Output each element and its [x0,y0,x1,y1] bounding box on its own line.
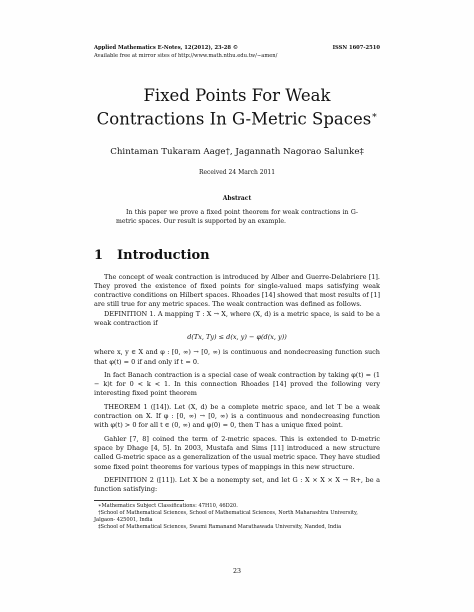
body-paragraph-4: In fact Banach contraction is a special case of weak contraction by taking φ(t) = (1 − k)t for 0 < k < 1. In this connection Rhoades [14] proved the following very interesting fixed point theorem [94,370,380,398]
title-footnote-mark: ∗ [371,111,378,121]
theorem-1: THEOREM 1 ([14]). Let (X, d) be a complete metric space, and let T be a weak contraction on X. If φ : [0, ∞) → [0, ∞) is a continuous and nondecreasing function with φ(t) > 0 for all t ∈ (0, ∞) and φ(0) = 0, then T has a unique fixed point. [94,402,380,430]
section-title: Introduction [117,247,210,263]
paper-title [94,86,380,130]
abstract-heading: Abstract [222,194,252,202]
received-date: Received 24 March 2011 [198,168,276,176]
section-heading [94,248,380,263]
definition-1: DEFINITION 1. A mapping T : X → X, where (X, d) is a metric space, is said to be a weak contraction if [94,309,380,327]
footnote-2: †School of Mathematical Sciences, School of Mathematical Sciences, North Maharashtra University, Jalgaon- 425001, India [94,510,358,523]
journal-header [94,44,380,60]
section-number: 1 [94,247,104,263]
body-paragraph-1: The concept of weak contraction is introduced by Alber and Guerre-Delabriere [1]. They proved the existence of fixed points for single-valued maps satisfying weak contractive conditions on Hilbert spaces. Rhoades [14] showed that most results of [1] are still true for any metric spaces. The weak contraction was defined as follows. [94,272,380,309]
issn: ISSN 1607-2510 [332,45,380,51]
body-paragraph-3: where x, y ∈ X and φ : [0, ∞) → [0, ∞) is continuous and nondecreasing function such that φ(t) = 0 if and only if t = 0. [94,348,380,366]
footnote-rule [94,500,184,501]
footnote-1: ∗Mathematics Subject Classifications: 47H10, 46D20. [98,503,238,509]
page-number: 23 [232,568,241,575]
definition-2: DEFINITION 2 ([11]). Let X be a nonempty set, and let G : X × X × X → R+, be a function satisfying: [94,475,380,494]
body-paragraph-6: Gahler [7, 8] coined the term of 2-metric spaces. This is extended to D-metric space by Dhage [4, 5]. In 2003, Mustafa and Sims [11] introduced a new structure called G-metric space as a generalization of the usual metric space. They have studied some fixed point theorems for various types of mappings in this new structure. [94,434,380,471]
footnote-3: ‡School of Mathematical Sciences, Swami Ramanand Marathawada University, Nanded, India [98,524,342,530]
mirror-note: Available free at mirror sites of http://www.math.nthu.edu.tw/∼amen/ [94,53,278,59]
footnotes [94,503,380,531]
equation-1: d(Tx, Ty) ≤ d(x, y) − φ(d(x, y)) [187,333,287,342]
journal-citation: Applied Mathematics E-Notes, 12(2012), 23-28 © [94,45,239,51]
paper-title-text: Fixed Points For Weak Contractions In G-Metric Spaces [96,86,372,129]
authors: Chintaman Tukaram Aage†, Jagannath Nagorao Salunke‡ [110,146,364,157]
abstract-text: In this paper we prove a fixed point theorem for weak contractions in G-metric spaces. Our result is supported by an example. [116,208,358,225]
